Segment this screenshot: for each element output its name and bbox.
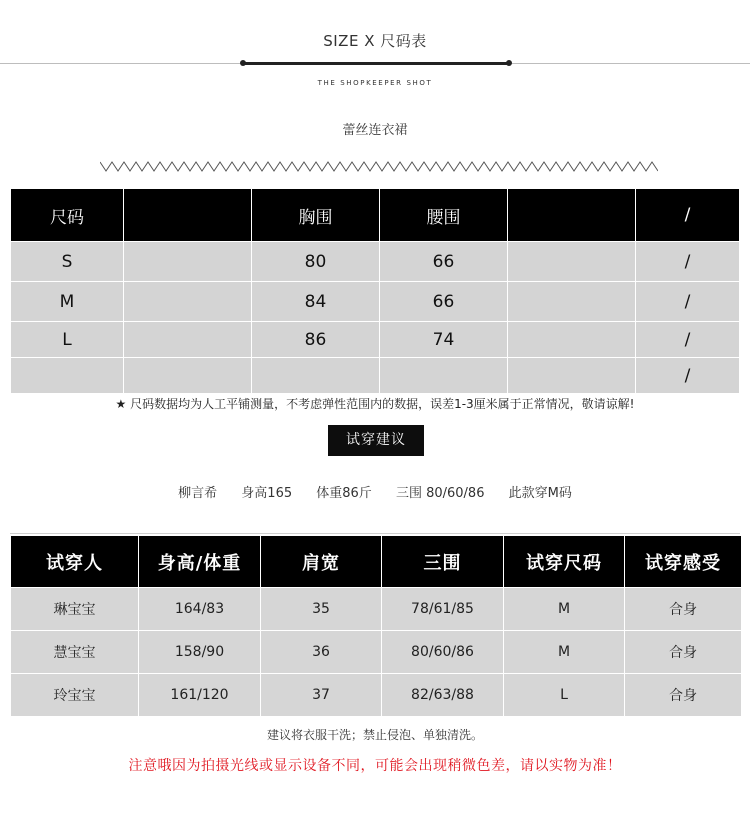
header-cell: 肩宽 (261, 536, 382, 588)
table-cell: / (636, 282, 740, 322)
table-cell: 78/61/85 (382, 588, 504, 631)
table-cell (124, 358, 252, 394)
zigzag-divider (100, 160, 658, 174)
header-cell: 试穿感受 (625, 536, 742, 588)
table-row (11, 674, 742, 717)
table-cell: 合身 (625, 674, 742, 717)
header-cell: 试穿人 (11, 536, 139, 588)
table-cell (124, 282, 252, 322)
table-cell (124, 322, 252, 358)
table-cell: 玲宝宝 (11, 674, 139, 717)
table-cell: M (504, 631, 625, 674)
try-on-tag: 试穿建议 (328, 425, 424, 456)
table-cell: 164/83 (139, 588, 261, 631)
table-cell (508, 322, 636, 358)
table-cell: 74 (380, 322, 508, 358)
model-name: 柳言希 (178, 486, 218, 501)
table-cell: M (11, 282, 124, 322)
header-cell: 身高/体重 (139, 536, 261, 588)
table-cell: L (11, 322, 124, 358)
table-cell: 慧宝宝 (11, 631, 139, 674)
table-row (11, 242, 740, 282)
table-cell: M (504, 588, 625, 631)
underline-dot-left (240, 60, 246, 66)
table-cell: 82/63/88 (382, 674, 504, 717)
size-table-header (11, 189, 740, 242)
table-cell: 36 (261, 631, 382, 674)
try-on-table (10, 535, 742, 717)
table-row (11, 282, 740, 322)
table-row (11, 358, 740, 394)
table-cell: 86 (252, 322, 380, 358)
header-cell (508, 189, 636, 242)
product-name: 蕾丝连衣裙 (342, 123, 408, 138)
model-size: 此款穿M码 (508, 486, 572, 501)
table-cell (252, 358, 380, 394)
table-row (11, 588, 742, 631)
table-cell (508, 282, 636, 322)
wash-instructions: 建议将衣服干洗；禁止侵泡、单独清洗。 (266, 728, 483, 742)
table-cell: / (636, 242, 740, 282)
try-on-table-header (11, 536, 742, 588)
table-row (11, 322, 740, 358)
table-cell: 66 (380, 282, 508, 322)
table-cell: S (11, 242, 124, 282)
table-cell: 合身 (625, 588, 742, 631)
table-cell (124, 242, 252, 282)
measurement-note: ★ 尺码数据均为人工平铺测量，不考虑弹性范围内的数据，误差1-3厘米属于正常情况，敬请谅解! (115, 397, 635, 411)
model-info (0, 482, 750, 501)
table-cell: / (636, 322, 740, 358)
table-cell (380, 358, 508, 394)
table-cell (508, 242, 636, 282)
table-cell: / (636, 358, 740, 394)
header-cell (124, 189, 252, 242)
table-cell: 合身 (625, 631, 742, 674)
title-underline (243, 62, 509, 65)
underline-dot-right (506, 60, 512, 66)
table-cell: 80 (252, 242, 380, 282)
model-height: 身高165 (241, 486, 293, 501)
header-cell: 三围 (382, 536, 504, 588)
table-cell: 80/60/86 (382, 631, 504, 674)
table-cell (508, 358, 636, 394)
table-cell: 35 (261, 588, 382, 631)
table-cell: 84 (252, 282, 380, 322)
table-cell: 158/90 (139, 631, 261, 674)
table-cell: 37 (261, 674, 382, 717)
table-cell: L (504, 674, 625, 717)
table-cell: 66 (380, 242, 508, 282)
model-weight: 体重86斤 (316, 486, 372, 501)
table-row (11, 631, 742, 674)
page-title: SIZE X 尺码表 (323, 32, 427, 50)
table-cell: 161/120 (139, 674, 261, 717)
header-cell: 腰围 (380, 189, 508, 242)
table-cell: 琳宝宝 (11, 588, 139, 631)
header-cell: 胸围 (252, 189, 380, 242)
color-warning: 注意哦因为拍摄光线或显示设备不同，可能会出现稍微色差，请以实物为准！ (128, 758, 622, 774)
table-cell (11, 358, 124, 394)
header-cell: 尺码 (11, 189, 124, 242)
header-cell: 试穿尺码 (504, 536, 625, 588)
size-table (10, 188, 740, 394)
page-subtitle: THE SHOPKEEPER SHOT (317, 79, 433, 87)
model-measurements: 三围 80/60/86 (395, 486, 485, 501)
divider-line (10, 533, 740, 534)
header-cell: / (636, 189, 740, 242)
